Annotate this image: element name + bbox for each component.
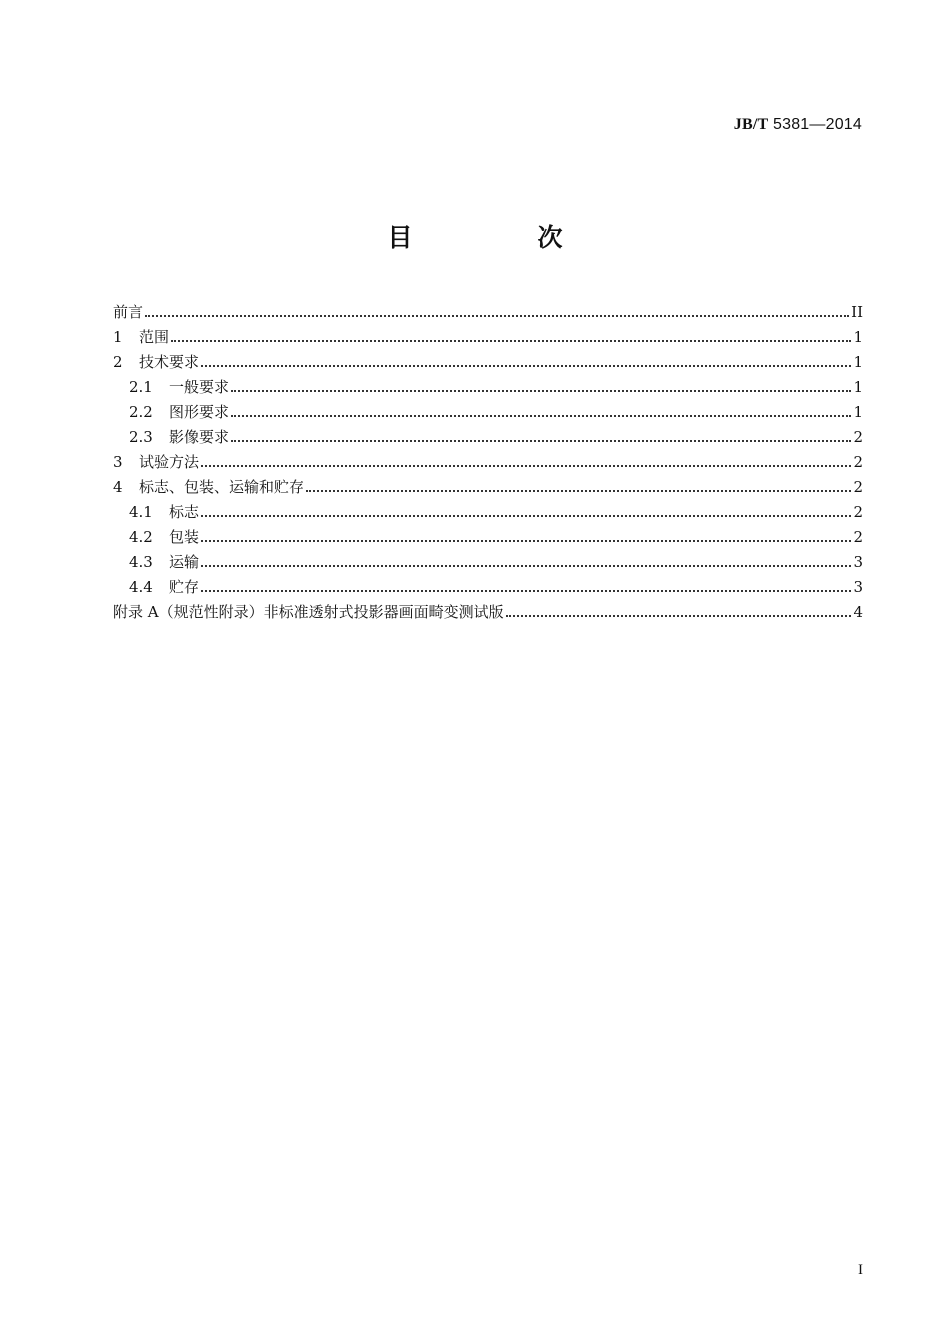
- toc-entry-page: 1: [853, 328, 863, 346]
- toc-entry-label: 试验方法: [139, 453, 200, 471]
- toc-leader-dots: [171, 340, 851, 342]
- toc-entry-number: 2: [113, 353, 123, 371]
- toc-entry-page: 2: [853, 428, 863, 446]
- standard-number: 5381—2014: [768, 116, 862, 133]
- toc-entry-label: 图形要求: [169, 403, 230, 421]
- table-of-contents: [113, 296, 863, 621]
- toc-entry-number: 4.4: [129, 578, 153, 596]
- page-number: I: [858, 1262, 863, 1278]
- toc-entry-page: 4: [853, 603, 863, 621]
- toc-entry-number: 2.2: [129, 403, 153, 421]
- toc-entry[interactable]: [113, 371, 863, 396]
- toc-entry-number: 4.3: [129, 553, 153, 571]
- toc-entry-number: 4.1: [129, 503, 153, 521]
- toc-entry-page: 2: [853, 528, 863, 546]
- toc-leader-dots: [231, 390, 851, 392]
- toc-leader-dots: [145, 315, 849, 317]
- toc-entry-page: 3: [853, 553, 863, 571]
- toc-entry[interactable]: [113, 296, 863, 321]
- toc-entry-label: 一般要求: [169, 378, 230, 396]
- toc-leader-dots: [201, 465, 851, 467]
- toc-entry-page: 2: [853, 478, 863, 496]
- toc-leader-dots: [231, 440, 851, 442]
- toc-entry[interactable]: [113, 421, 863, 446]
- toc-entry-label: 范围: [139, 328, 170, 346]
- toc-entry-number: 2.3: [129, 428, 153, 446]
- toc-entry-label: 标志、包装、运输和贮存: [139, 478, 305, 496]
- toc-entry[interactable]: [113, 521, 863, 546]
- toc-entry[interactable]: [113, 396, 863, 421]
- toc-entry-number: 3: [113, 453, 123, 471]
- toc-leader-dots: [201, 515, 851, 517]
- toc-entry-page: 2: [853, 453, 863, 471]
- toc-entry-page: 2: [853, 503, 863, 521]
- toc-entry[interactable]: [113, 571, 863, 596]
- toc-leader-dots: [201, 565, 851, 567]
- toc-entry[interactable]: [113, 496, 863, 521]
- toc-entry-label: 贮存: [169, 578, 200, 596]
- toc-entry[interactable]: [113, 321, 863, 346]
- toc-entry-page: 3: [853, 578, 863, 596]
- toc-entry-number: 4: [113, 478, 123, 496]
- toc-entry-number: 2.1: [129, 378, 153, 396]
- toc-entry-number: 1: [113, 328, 123, 346]
- toc-entry[interactable]: [113, 471, 863, 496]
- toc-entry[interactable]: [113, 446, 863, 471]
- toc-entry[interactable]: [113, 346, 863, 371]
- toc-leader-dots: [306, 490, 851, 492]
- toc-leader-dots: [201, 590, 851, 592]
- toc-entry-label: 附录 A（规范性附录）非标准透射式投影器画面畸变测试版: [113, 603, 504, 621]
- page-title: 目 次: [387, 223, 613, 252]
- toc-leader-dots: [506, 615, 852, 617]
- toc-entry-label: 影像要求: [169, 428, 230, 446]
- toc-entry-page: 1: [853, 378, 863, 396]
- toc-entry-page: II: [851, 303, 863, 321]
- toc-entry-label: 运输: [169, 553, 200, 571]
- toc-leader-dots: [201, 540, 851, 542]
- toc-entry-page: 1: [853, 403, 863, 421]
- standard-code: [734, 116, 862, 134]
- toc-entry-label: 技术要求: [139, 353, 200, 371]
- toc-entry-label: 标志: [169, 503, 200, 521]
- toc-entry-label: 包装: [169, 528, 200, 546]
- toc-entry[interactable]: [113, 596, 863, 621]
- toc-entry[interactable]: [113, 546, 863, 571]
- toc-entry-page: 1: [853, 353, 863, 371]
- standard-prefix: JB/T: [733, 116, 769, 133]
- toc-entry-number: 4.2: [129, 528, 153, 546]
- toc-leader-dots: [231, 415, 851, 417]
- toc-leader-dots: [201, 365, 851, 367]
- toc-entry-label: 前言: [113, 303, 144, 321]
